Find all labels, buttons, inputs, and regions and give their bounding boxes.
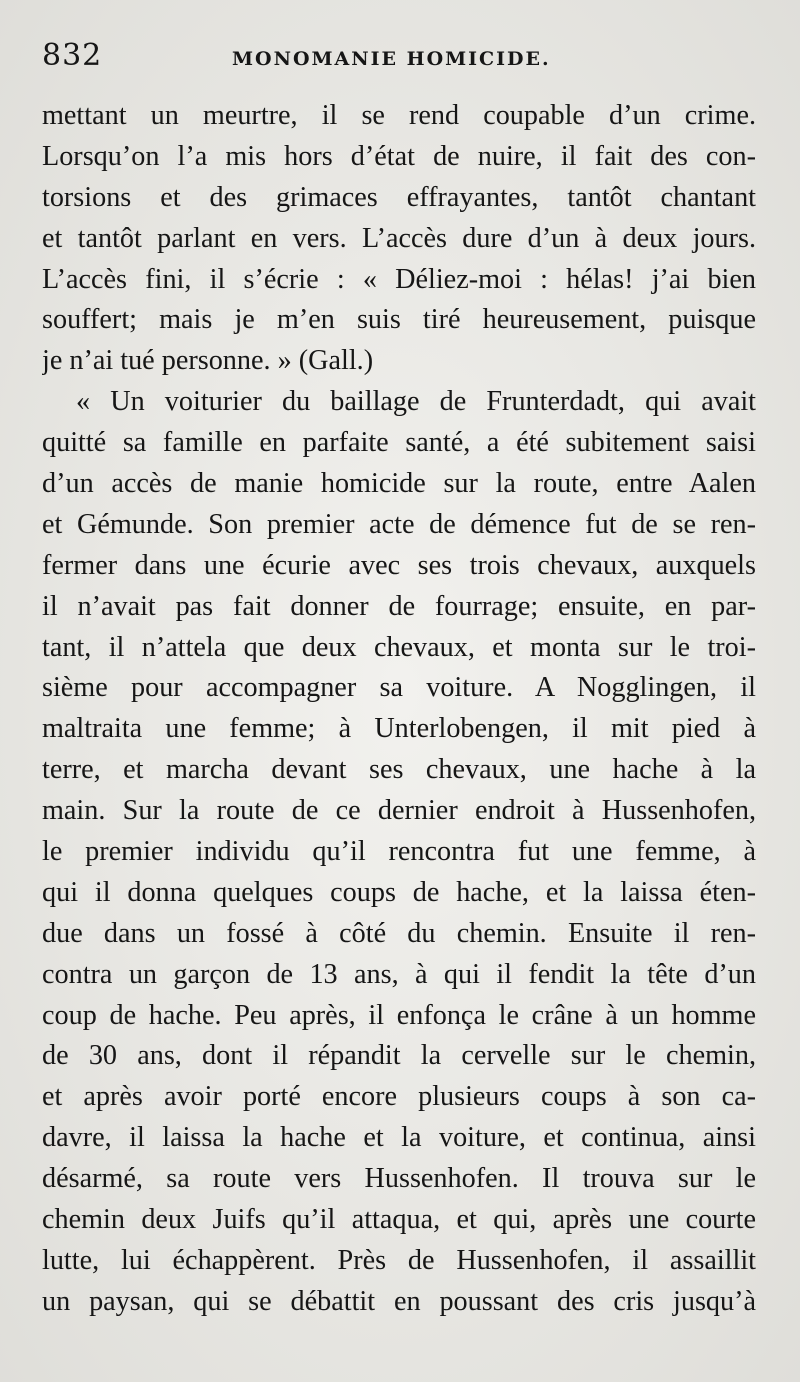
running-title: MONOMANIE HOMICIDE.: [232, 48, 551, 70]
text-line: « Un voiturier du baillage de Frunterdadt, qui avait: [76, 386, 756, 418]
text-line: souffert; mais je m’en suis tiré heureusement, puisque: [42, 304, 756, 336]
text-line: torsions et des grimaces effrayantes, tantôt chantant: [42, 181, 756, 213]
text-line: terre, et marcha devant ses chevaux, une hache à la: [42, 754, 756, 786]
text-line: Lorsqu’on l’a mis hors d’état de nuire, il fait des con-: [42, 140, 756, 172]
text-line: davre, il laissa la hache et la voiture, et continua, ainsi: [42, 1122, 756, 1154]
text-line: chemin deux Juifs qu’il attaqua, et qui, après une courte: [42, 1204, 756, 1236]
text-line: d’un accès de manie homicide sur la route, entre Aalen: [42, 468, 756, 500]
text-line: il n’avait pas fait donner de fourrage; ensuite, en par-: [42, 590, 756, 622]
text-line: contra un garçon de 13 ans, à qui il fendit la tête d’un: [42, 958, 756, 990]
page-number: 832: [42, 38, 103, 73]
text-line: tant, il n’attela que deux chevaux, et monta sur le troi-: [42, 631, 756, 663]
text-line: le premier individu qu’il rencontra fut une femme, à: [42, 836, 756, 868]
text-line: désarmé, sa route vers Hussenhofen. Il trouva sur le: [42, 1163, 756, 1195]
text-line: sième pour accompagner sa voiture. A Nogglingen, il: [42, 672, 756, 704]
text-line: main. Sur la route de ce dernier endroit à Hussenhofen,: [42, 795, 756, 827]
text-line: quitté sa famille en parfaite santé, a été subitement saisi: [42, 427, 756, 459]
text-line: et tantôt parlant en vers. L’accès dure d’un à deux jours.: [42, 222, 756, 254]
text-line: qui il donna quelques coups de hache, et la laissa éten-: [42, 876, 756, 908]
text-line: lutte, lui échappèrent. Près de Hussenhofen, il assaillit: [42, 1244, 756, 1276]
text-line: L’accès fini, il s’écrie : « Déliez-moi : hélas! j’ai bien: [42, 263, 756, 295]
text-line: un paysan, qui se débattit en poussant des cris jusqu’à: [42, 1285, 756, 1317]
text-line: et Gémunde. Son premier acte de démence fut de se ren-: [42, 508, 756, 540]
text-line: maltraita une femme; à Unterlobengen, il mit pied à: [42, 713, 756, 745]
text-line: coup de hache. Peu après, il enfonça le crâne à un homme: [42, 999, 756, 1031]
text-line: fermer dans une écurie avec ses trois chevaux, auxquels: [42, 549, 756, 581]
text-line: et après avoir porté encore plusieurs coups à son ca-: [42, 1081, 756, 1113]
text-line: de 30 ans, dont il répandit la cervelle sur le chemin,: [42, 1040, 756, 1072]
text-line: due dans un fossé à côté du chemin. Ensuite il ren-: [42, 917, 756, 949]
text-line: mettant un meurtre, il se rend coupable d’un crime.: [42, 100, 756, 131]
body-text: [42, 96, 756, 1323]
text-line: je n’ai tué personne. » (Gall.): [42, 345, 374, 377]
running-head: [42, 38, 756, 90]
